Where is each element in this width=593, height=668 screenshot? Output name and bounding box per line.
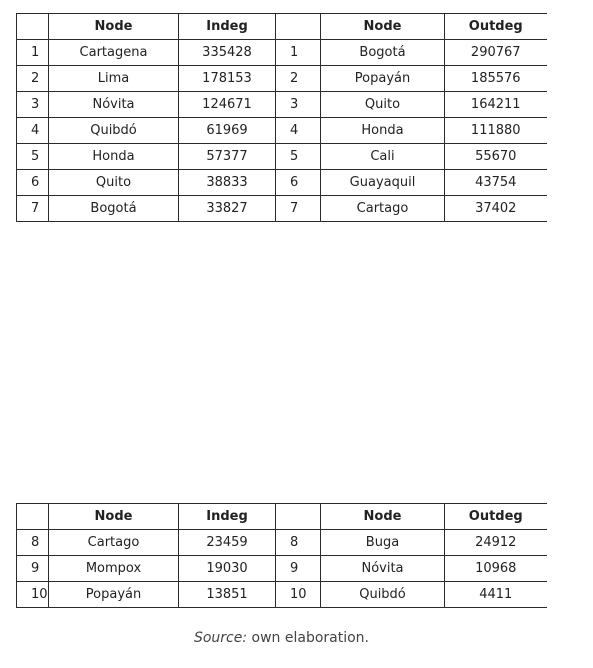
rank-out: 9 <box>276 556 321 582</box>
outdeg-value: 55670 <box>445 144 547 170</box>
outdeg-value: 37402 <box>445 196 547 222</box>
header-outdeg: Outdeg <box>445 504 547 530</box>
table-top-body <box>17 40 547 222</box>
table-row <box>17 40 547 66</box>
header-row <box>17 14 547 40</box>
rank-out: 6 <box>276 170 321 196</box>
in-node: Lima <box>49 66 179 92</box>
table-row <box>17 196 547 222</box>
rank-in: 2 <box>17 66 49 92</box>
table-row <box>17 118 547 144</box>
header-node-out: Node <box>321 504 445 530</box>
header-blank-in <box>17 504 49 530</box>
out-node: Bogotá <box>321 40 445 66</box>
outdeg-value: 185576 <box>445 66 547 92</box>
source-label: Source: <box>193 630 248 646</box>
in-node: Cartago <box>49 530 179 556</box>
outdeg-value: 24912 <box>445 530 547 556</box>
indeg-value: 124671 <box>179 92 276 118</box>
indeg-value: 57377 <box>179 144 276 170</box>
out-node: Buga <box>321 530 445 556</box>
rank-in: 5 <box>17 144 49 170</box>
header-indeg: Indeg <box>179 504 276 530</box>
rank-in: 4 <box>17 118 49 144</box>
indeg-value: 19030 <box>179 556 276 582</box>
rank-in: 3 <box>17 92 49 118</box>
out-node: Nóvita <box>321 556 445 582</box>
in-node: Quito <box>49 170 179 196</box>
header-row <box>17 504 547 530</box>
source-text: own elaboration. <box>251 630 370 646</box>
outdeg-value: 43754 <box>445 170 547 196</box>
table-row <box>17 144 547 170</box>
in-node: Honda <box>49 144 179 170</box>
out-node: Quito <box>321 92 445 118</box>
indeg-value: 178153 <box>179 66 276 92</box>
out-node: Guayaquil <box>321 170 445 196</box>
out-node: Quibdó <box>321 582 445 608</box>
outdeg-value: 4411 <box>445 582 547 608</box>
indeg-value: 61969 <box>179 118 276 144</box>
header-node-in: Node <box>49 504 179 530</box>
out-node: Popayán <box>321 66 445 92</box>
out-node: Honda <box>321 118 445 144</box>
indeg-value: 13851 <box>179 582 276 608</box>
indeg-value: 23459 <box>179 530 276 556</box>
outdeg-value: 111880 <box>445 118 547 144</box>
rank-in: 6 <box>17 170 49 196</box>
header-blank-out <box>276 14 321 40</box>
out-node: Cali <box>321 144 445 170</box>
table-row <box>17 92 547 118</box>
rank-out: 10 <box>276 582 321 608</box>
table-row <box>17 170 547 196</box>
outdeg-value: 10968 <box>445 556 547 582</box>
header-indeg: Indeg <box>179 14 276 40</box>
rank-out: 7 <box>276 196 321 222</box>
out-node: Cartago <box>321 196 445 222</box>
outdeg-value: 290767 <box>445 40 547 66</box>
rank-out: 4 <box>276 118 321 144</box>
indeg-value: 33827 <box>179 196 276 222</box>
in-node: Nóvita <box>49 92 179 118</box>
header-blank-in <box>17 14 49 40</box>
table-row <box>17 556 547 582</box>
rank-out: 5 <box>276 144 321 170</box>
header-node-in: Node <box>49 14 179 40</box>
in-node: Popayán <box>49 582 179 608</box>
table-row <box>17 66 547 92</box>
indeg-value: 335428 <box>179 40 276 66</box>
rank-in: 1 <box>17 40 49 66</box>
rank-in: 7 <box>17 196 49 222</box>
rank-out: 2 <box>276 66 321 92</box>
rank-out: 1 <box>276 40 321 66</box>
indeg-value: 38833 <box>179 170 276 196</box>
rank-out: 3 <box>276 92 321 118</box>
rank-in: 10 <box>17 582 49 608</box>
in-node: Bogotá <box>49 196 179 222</box>
rank-in: 9 <box>17 556 49 582</box>
rank-in: 8 <box>17 530 49 556</box>
outdeg-value: 164211 <box>445 92 547 118</box>
rank-out: 8 <box>276 530 321 556</box>
table-row <box>17 582 547 608</box>
in-node: Cartagena <box>49 40 179 66</box>
in-node: Quibdó <box>49 118 179 144</box>
in-node: Mompox <box>49 556 179 582</box>
ranking-table-bottom <box>16 503 547 608</box>
table-bottom-body <box>17 530 547 608</box>
table-row <box>17 530 547 556</box>
header-outdeg: Outdeg <box>445 14 547 40</box>
source-note <box>0 630 563 646</box>
header-blank-out <box>276 504 321 530</box>
ranking-table-top <box>16 13 547 222</box>
header-node-out: Node <box>321 14 445 40</box>
